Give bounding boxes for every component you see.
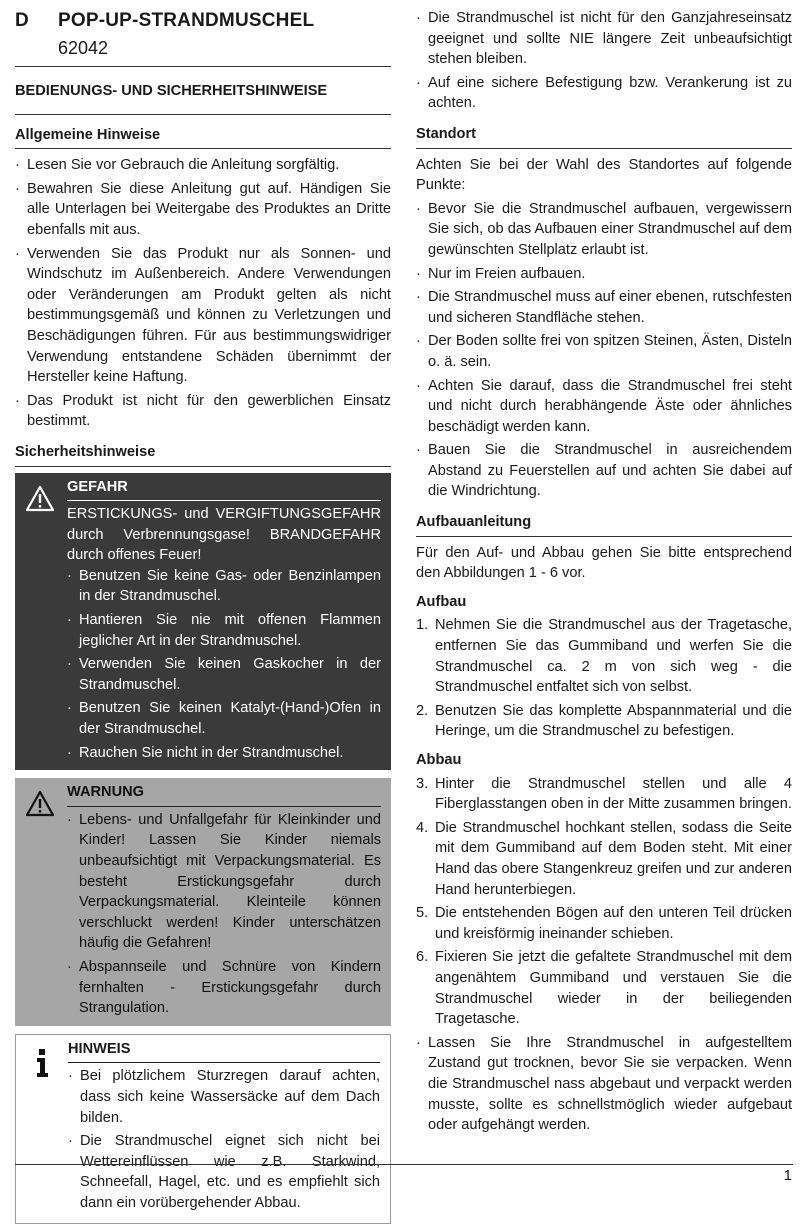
- step-text: Benutzen Sie das komplette Abspannmaterial und die Heringe, um die Strandmuschel zu befestigen.: [435, 702, 792, 740]
- assembly-heading: Aufbau: [416, 593, 467, 610]
- list-item: · Rauchen Sie nicht in der Strandmuschel.: [67, 743, 381, 764]
- danger-title: GEFAHR: [67, 477, 381, 502]
- step-text: Fixieren Sie jetzt die gefaltete Strandmuschel mit dem angenähtem Gummiband und verstauen Sie die Strandmuschel wieder in der beiliegenden Tragetasche.: [435, 949, 792, 1028]
- step-number: 3.: [416, 775, 429, 792]
- assembly-instructions-heading: Aufbauanleitung: [416, 512, 792, 537]
- warning-title: WARNUNG: [67, 782, 381, 807]
- document-header: [15, 0, 391, 67]
- step-number: 4.: [416, 819, 429, 836]
- list-item: · Nur im Freien aufbauen.: [416, 264, 792, 285]
- note-list: [68, 1066, 380, 1213]
- main-heading: BEDIENUNGS- UND SICHERHEITSHINWEISE: [15, 81, 391, 115]
- danger-box: [15, 473, 391, 771]
- document-title: POP-UP-STRANDMUSCHEL: [58, 10, 315, 31]
- disassembly-steps: [416, 774, 792, 1030]
- step-item: [416, 947, 792, 1029]
- list-item: · Verwenden Sie keinen Gaskocher in der Strandmuschel.: [67, 654, 381, 695]
- step-text: Nehmen Sie die Strandmuschel aus der Tragetasche, entfernen Sie das Gummiband und werfen Sie die Strandmuschel ca. 2 m von sich weg - die Strandmuschel entfaltet sich von selbst.: [435, 617, 792, 696]
- warning-list: [67, 810, 381, 1019]
- list-item: · Benutzen Sie keinen Katalyt-(Hand-)Ofen in der Strandmuschel.: [67, 698, 381, 739]
- list-item: · Lassen Sie Ihre Strandmuschel in aufgestelltem Zustand gut trocknen, bevor Sie sie verpacken. Wenn die Strandmuschel nass abgebaut und verpackt werden musste, sollte es schnellstmöglich wieder aufgebaut oder aufgehängt werden.: [416, 1033, 792, 1136]
- step-text: Die entstehenden Bögen auf den unteren Teil drücken und kreisförmig ineinander schieben.: [435, 905, 792, 942]
- list-item: · Bevor Sie die Strandmuschel aufbauen, vergewissern Sie sich, ob das Aufbauen einer Strandmuschel auf dem gewünschten Stellplatz erlaubt ist.: [416, 199, 792, 261]
- location-intro: Achten Sie bei der Wahl des Standortes auf folgende Punkte:: [416, 156, 792, 194]
- list-item: · Benutzen Sie keine Gas- oder Benzinlampen in der Strandmuschel.: [67, 566, 381, 607]
- left-column: [15, 0, 391, 1232]
- note-title: HINWEIS: [68, 1039, 380, 1064]
- language-code: D: [15, 10, 29, 31]
- danger-list: [67, 566, 381, 763]
- list-item: · Auf eine sichere Befestigung bzw. Verankerung ist zu achten.: [416, 73, 792, 114]
- step-text: Die Strandmuschel hochkant stellen, sodass die Seite mit dem Gummiband auf dem Boden steht. Mit einer Hand das obere Stangenkreuz greifen und zur anderen Hand herunterbiegen.: [435, 819, 792, 898]
- step-item: [416, 774, 792, 815]
- step-number: 1.: [416, 617, 429, 634]
- warning-box: [15, 778, 391, 1026]
- list-item: · Lesen Sie vor Gebrauch die Anleitung sorgfältig.: [15, 155, 391, 176]
- list-item: · Die Strandmuschel eignet sich nicht bei Wettereinflüssen wie z.B. Starkwind, Schneefall, Hagel, etc. und es empfiehlt sich dann ein vorübergehender Abbau.: [68, 1131, 380, 1213]
- final-note-list: [416, 1033, 792, 1136]
- right-column: [416, 8, 792, 1139]
- article-number: 62042: [58, 38, 109, 58]
- location-heading: Standort: [416, 124, 792, 149]
- step-number: 6.: [416, 949, 429, 966]
- warning-triangle-icon: [25, 485, 55, 512]
- step-number: 2.: [416, 702, 429, 719]
- step-text: Hinter die Strandmuschel stellen und alle 4 Fiberglasstangen oben in der Mitte zusammen bringen.: [435, 775, 792, 813]
- step-number: 5.: [416, 905, 429, 922]
- warning-triangle-icon: [25, 790, 55, 817]
- list-item: · Abspannseile und Schnüre von Kindern fernhalten - Erstickungsgefahr durch Strangulation.: [67, 957, 381, 1019]
- note-box: [15, 1034, 391, 1224]
- info-icon: [36, 1049, 50, 1077]
- footer-divider: [15, 1164, 793, 1165]
- general-notes-list: [15, 155, 391, 432]
- list-item: · Die Strandmuschel muss auf einer ebenen, rutschfesten und sicheren Standfläche stehen.: [416, 287, 792, 328]
- list-item: · Bauen Sie die Strandmuschel in ausreichendem Abstand zu Feuerstellen auf und achten Sie dabei auf die Windrichtung.: [416, 440, 792, 502]
- step-item: [416, 818, 792, 900]
- list-item: · Achten Sie darauf, dass die Strandmuschel frei steht und nicht durch herabhängende Äste oder ähnliches beschädigt werden kann.: [416, 376, 792, 438]
- safety-notes-heading: Sicherheitshinweise: [15, 442, 391, 467]
- step-item: [416, 615, 792, 697]
- list-item: · Die Strandmuschel ist nicht für den Ganzjahreseinsatz geeignet und sollte NIE längere Zeit unbeaufsichtigt stehen bleiben.: [416, 8, 792, 70]
- assembly-steps: [416, 615, 792, 742]
- list-item: · Der Boden sollte frei von spitzen Steinen, Ästen, Disteln o. ä. sein.: [416, 331, 792, 372]
- continued-notes-list: [416, 8, 792, 114]
- list-item: · Verwenden Sie das Produkt nur als Sonnen- und Windschutz im Außenbereich. Andere Verwendungen oder Veränderungen am Produkt gelten als nicht bestimmungsgemäß und können zu Verletzungen und Beschädigungen führen. Für aus bestimmungswidriger Verwendung entstandene Schäden übernimmt der Hersteller keine Haftung.: [15, 244, 391, 388]
- danger-intro: ERSTICKUNGS- und VERGIFTUNGSGEFAHR durch Verbrennungsgase! BRANDGEFAHR durch offenes Feuer!: [67, 506, 381, 564]
- list-item: · Bei plötzlichem Sturzregen darauf achten, dass sich keine Wassersäcke auf dem Dach bilden.: [68, 1066, 380, 1128]
- list-item: · Das Produkt ist nicht für den gewerblichen Einsatz bestimmt.: [15, 391, 391, 432]
- assembly-intro: Für den Auf- und Abbau gehen Sie bitte entsprechend den Abbildungen 1 - 6 vor.: [416, 544, 792, 582]
- list-item: · Bewahren Sie diese Anleitung gut auf. Händigen Sie alle Unterlagen bei Weitergabe des Produktes an Dritte ebenfalls mit aus.: [15, 179, 391, 241]
- list-item: · Hantieren Sie nie mit offenen Flammen jeglicher Art in der Strandmuschel.: [67, 610, 381, 651]
- general-notes-heading: Allgemeine Hinweise: [15, 125, 391, 150]
- list-item: · Lebens- und Unfallgefahr für Kleinkinder und Kinder! Lassen Sie Kinder niemals unbeaufsichtigt mit Verpackungsmaterial. Es besteht Erstickungsgefahr durch Verpackungsmaterial. Kleinteile können verschluckt werden! Kinder unterschätzen häufig die Gefahren!: [67, 810, 381, 954]
- step-item: [416, 701, 792, 742]
- location-list: [416, 199, 792, 502]
- page-number: 1: [783, 1167, 792, 1184]
- disassembly-heading: Abbau: [416, 752, 462, 768]
- step-item: [416, 903, 792, 944]
